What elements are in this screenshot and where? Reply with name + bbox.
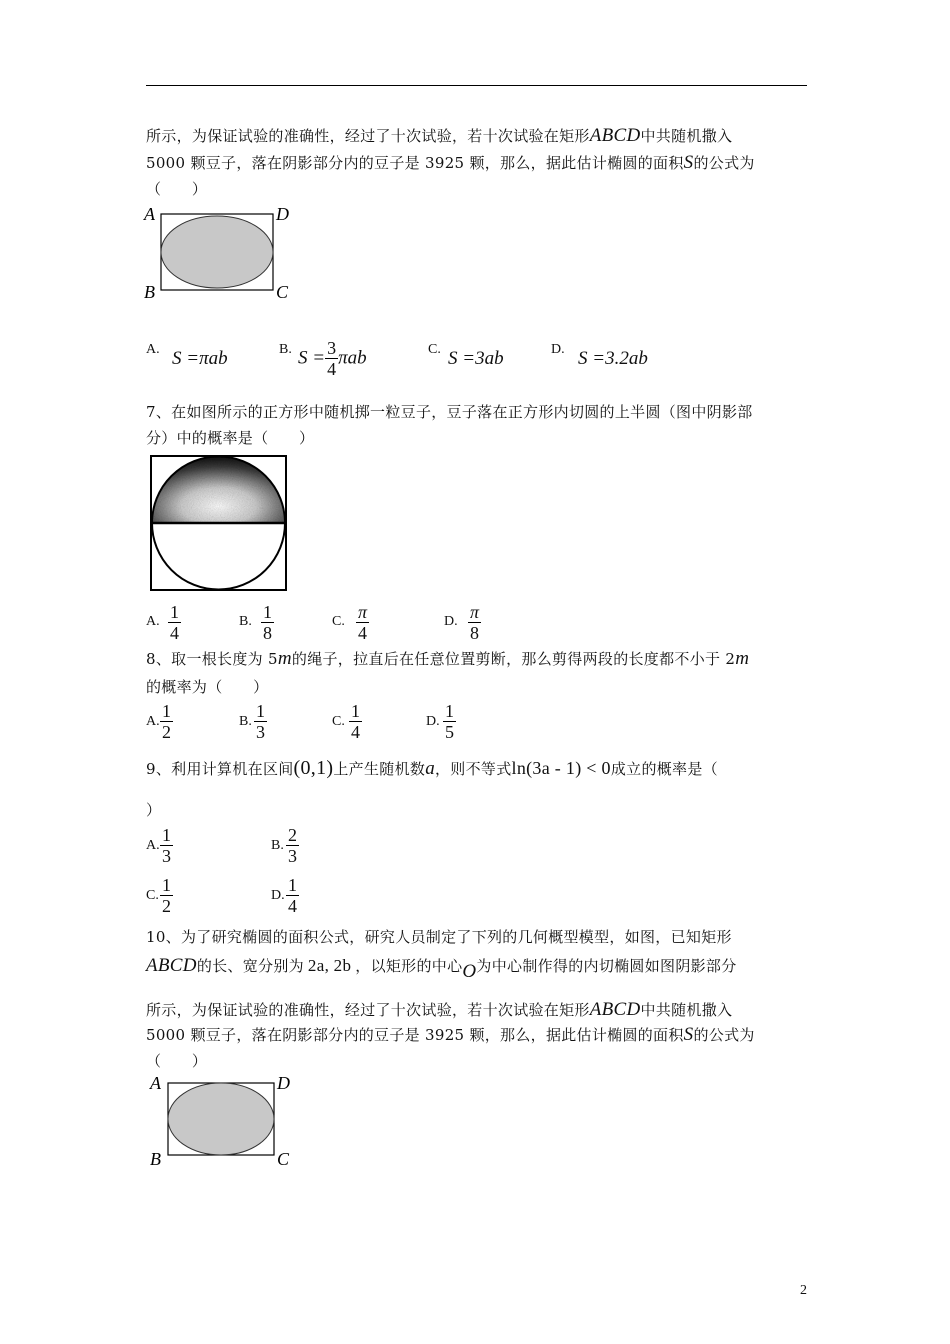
q7-option-c: $\frac{\pi}{4}$ [358,602,368,643]
q7-option-b-label: B. [239,614,252,629]
q6-label-b: B [144,282,155,302]
q7-square-circle-figure [146,453,292,595]
q10-ellipse [168,1083,274,1155]
q6-text-line2: 5000 颗豆子，落在阴影部分内的豆子是 3925 颗，那么，据此估计椭圆的面积S的公式为 [146,152,755,173]
q9-option-c-label: C. [146,888,159,903]
page-number: 2 [800,1283,807,1298]
q7-option-c-label: C. [332,614,345,629]
q8-text-line1: 8、取一根长度为 5m的绳子，拉直后在任意位置剪断，那么剪得两段的长度都不小于 2m [146,648,750,669]
q6-option-c: S =3ab [448,348,504,369]
q10-label-a: A [150,1073,161,1093]
q6-label-d: D [276,204,289,224]
q9-option-d-label: D. [271,888,285,903]
q9-option-a-label: A. [146,838,160,853]
q7-text-line1: 7、在如图所示的正方形中随机掷一粒豆子，豆子落在正方形内切圆的上半圆（图中阴影部 [146,403,753,421]
header-rule [146,85,807,86]
q7-text-line2: 分）中的概率是（ ） [146,429,315,447]
q10-label-c: C [277,1149,290,1169]
q8-option-d-label: D. [426,714,440,729]
q8-option-a-label: A. [146,714,160,729]
q6-option-d: S =3.2ab [578,348,648,369]
q8-option-b-label: B. [239,714,252,729]
q9-text-line2: ） [146,801,162,819]
q6-option-a: S =πab [172,348,228,369]
q7-option-d-label: D. [444,614,458,629]
q6-option-b-label: B. [279,342,292,357]
q6-text-line1: 所示，为保证试验的准确性，经过了十次试验，若十次试验在矩形ABCD中共随机撒入 [146,125,733,146]
q10-text-line2: ABCD的长、宽分别为 2a, 2b ，以矩形的中心O为中心制作得的内切椭圆如图阴影部分 [146,955,737,982]
q6-ellipse [161,216,273,288]
q6-option-b: S = $\frac{3}{4}$ πab [298,338,367,379]
q8-option-a: $\frac{1}{2}$ [162,701,171,742]
q10-label-b: B [150,1149,161,1169]
q10-ellipse-figure [146,1070,306,1170]
q6-option-a-label: A. [146,342,160,357]
q7-option-b: $\frac{1}{8}$ [263,602,272,643]
q8-option-b: $\frac{1}{3}$ [256,701,265,742]
q10-text-line1: 10、为了研究椭圆的面积公式，研究人员制定了下列的几何概型模型，如图，已知矩形 [146,928,732,946]
q8-option-c-label: C. [332,714,345,729]
q10-text-line3: 所示，为保证试验的准确性，经过了十次试验，若十次试验在矩形ABCD中共随机撒入 [146,999,733,1020]
q9-option-b-label: B. [271,838,284,853]
q9-option-b: $\frac{2}{3}$ [288,825,297,866]
q7-option-a: $\frac{1}{4}$ [170,602,179,643]
q6-option-d-label: D. [551,342,565,357]
q8-option-c: $\frac{1}{4}$ [351,701,360,742]
q6-ellipse-figure [140,200,310,305]
q8-option-d: $\frac{1}{5}$ [445,701,454,742]
q8-text-line2: 的概率为（ ） [146,678,269,696]
q9-option-d: $\frac{1}{4}$ [288,875,297,916]
q7-option-d: $\frac{\pi}{8}$ [470,602,480,643]
q10-text-line4: 5000 颗豆子，落在阴影部分内的豆子是 3925 颗，那么，据此估计椭圆的面积S的公式为 [146,1024,755,1045]
q7-option-a-label: A. [146,614,160,629]
q6-label-c: C [276,282,289,302]
q9-option-a: $\frac{1}{3}$ [162,825,171,866]
q10-paren: （ ） [146,1052,208,1070]
q6-label-a: A [144,204,155,224]
q9-option-c: $\frac{1}{2}$ [162,875,171,916]
q6-option-c-label: C. [428,342,441,357]
q9-text-line1: 9、利用计算机在区间(0,1)上产生随机数a，则不等式ln(3a - 1) < 0成立的概率是（ [146,757,718,779]
q10-label-d: D [277,1073,290,1093]
q6-paren: （ ） [146,180,208,198]
